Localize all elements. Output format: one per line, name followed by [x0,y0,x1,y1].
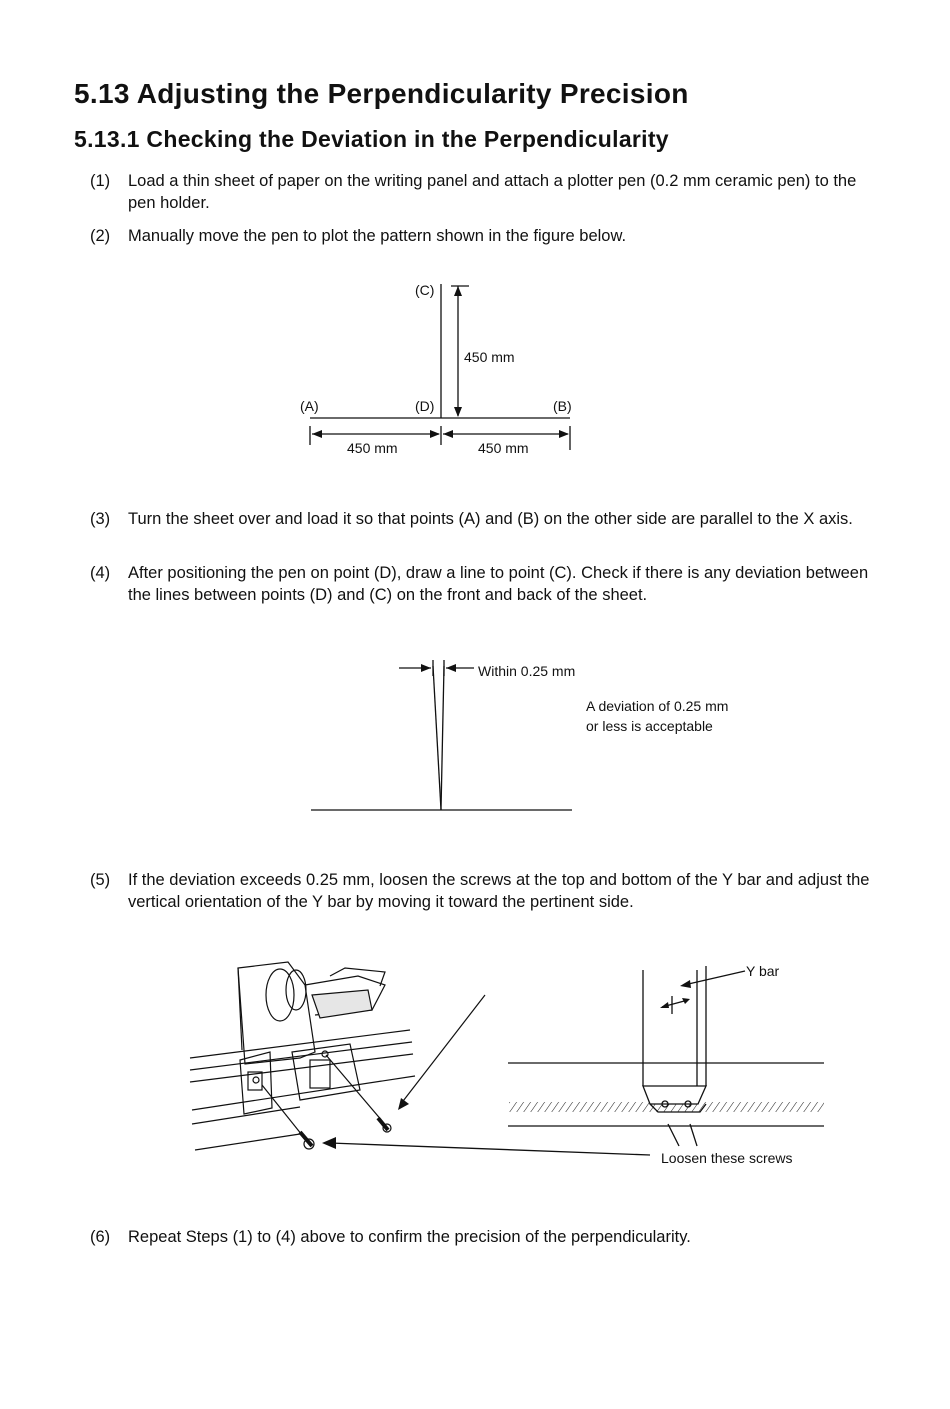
ybar-label: Y bar [746,963,780,979]
pattern-figure [310,284,570,450]
label-b: (B) [553,398,572,414]
ybar-foot [643,1086,706,1104]
arrow-head [443,430,453,438]
long-leader [330,1143,650,1155]
note-line-2: or less is acceptable [586,718,713,734]
step-number: (5) [90,871,111,889]
ybar-leader [684,971,745,985]
step-number: (4) [90,564,111,582]
within-label: Within 0.25 mm [478,663,576,679]
step-text: After positioning the pen on point (D), draw a line to point (C). Check if there is any deviation between the lines between points (D) and (C) on the front and back of the sheet. [128,564,869,604]
line-back [441,666,444,810]
step-text: Load a thin sheet of paper on the writing panel and attach a plotter pen (0.2 mm ceramic pen) to the pen holder. [128,172,857,212]
step-number: (3) [90,510,111,528]
screws-leader [690,1124,697,1146]
plotter-illustration [190,962,485,1150]
screws-leader [668,1124,679,1146]
step-text: If the deviation exceeds 0.25 mm, loosen the screws at the top and bottom of the Y bar and adjust the vertical orientation of the Y bar by moving it toward the pertinent side. [128,871,870,911]
step-text: Repeat Steps (1) to (4) above to confirm the precision of the perpendicularity. [128,1228,691,1246]
screws-label: Loosen these screws [661,1150,793,1166]
arrow-head [322,1137,336,1149]
step-number: (2) [90,227,111,245]
rail-line [190,1054,413,1082]
carriage-cap [330,968,385,986]
step-number: (6) [90,1228,111,1246]
rail-line [195,1134,300,1150]
arrow-head [680,980,691,988]
arrow-head [454,286,462,296]
label-a: (A) [300,398,319,414]
arrow-head [660,1002,669,1008]
rail-line [190,1030,410,1058]
arrow-head [312,430,322,438]
pen-holder-pad [312,990,372,1018]
screw-head [253,1077,259,1083]
step-number: (1) [90,172,111,190]
section-heading: 5.13 Adjusting the Perpendicularity Precision [74,78,689,109]
rail-line [190,1042,412,1070]
dim-label-left: 450 mm [347,440,398,456]
label-c: (C) [415,282,435,298]
line-front [433,666,441,810]
dim-label-right: 450 mm [478,440,529,456]
pen-holder-roller [286,970,306,1010]
deviation-figure [311,660,572,810]
label-d: (D) [415,398,435,414]
arrow-head [446,664,456,672]
arrow-head [421,664,431,672]
rail-line [192,1076,415,1110]
dim-label-vertical: 450 mm [464,349,515,365]
pen-holder-roller [266,969,294,1021]
ybar-figure [322,966,824,1155]
rail-line [192,1107,300,1124]
step-text: Turn the sheet over and load it so that points (A) and (B) on the other side are parallel to the X axis. [128,510,853,528]
subsection-heading: 5.13.1 Checking the Deviation in the Perpendicularity [74,126,669,152]
note-line-1: A deviation of 0.25 mm [586,698,729,714]
callout-line [400,995,485,1105]
step-text: Manually move the pen to plot the pattern shown in the figure below. [128,227,627,245]
